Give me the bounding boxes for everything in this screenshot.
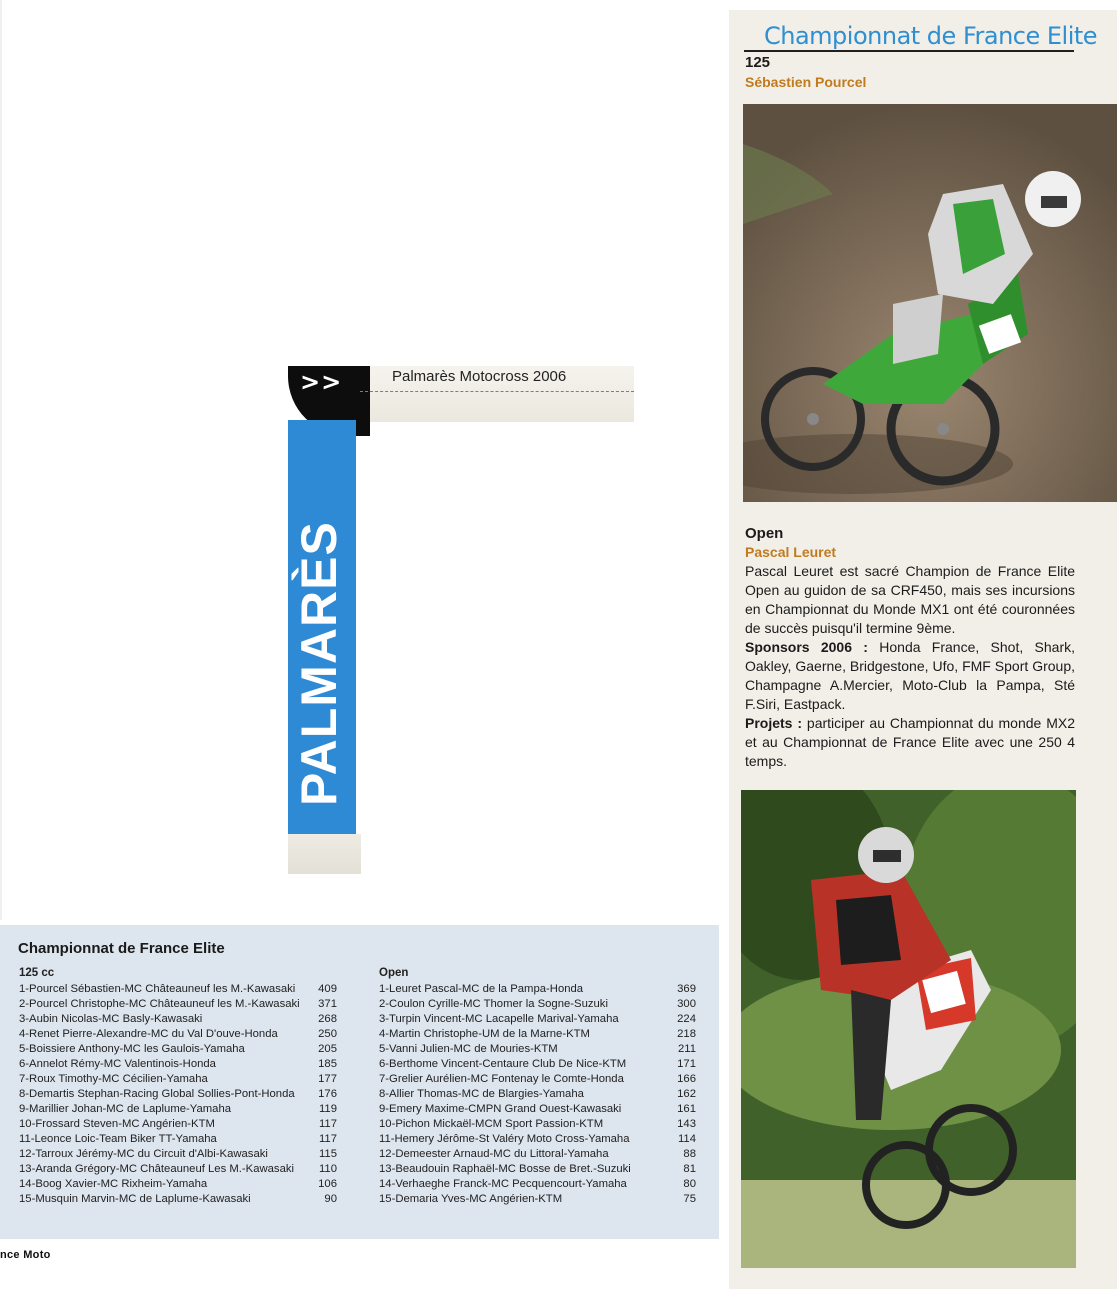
result-row: [19, 1147, 337, 1162]
page-edge: [0, 0, 2, 920]
result-rider: 11-Leonce Loic-Team Biker TT-Yamaha: [19, 1133, 217, 1145]
result-points: 117: [318, 1133, 337, 1145]
results-title: Championnat de France Elite: [18, 940, 225, 957]
title-rule: [744, 50, 1074, 52]
result-rider: 12-Tarroux Jérémy-MC du Circuit d'Albi-Kawasaki: [19, 1148, 268, 1160]
result-rider: 4-Martin Christophe-UM de la Marne-KTM: [379, 1028, 590, 1040]
result-points: 110: [318, 1163, 337, 1175]
result-points: 369: [677, 983, 696, 995]
result-row: [19, 982, 337, 997]
result-points: 80: [683, 1178, 696, 1190]
result-points: 162: [677, 1088, 696, 1100]
result-points: 143: [677, 1118, 696, 1130]
result-rider: 14-Verhaeghe Franck-MC Pecquencourt-Yamaha: [379, 1178, 627, 1190]
results-column-open: [379, 966, 696, 1207]
result-rider: 4-Renet Pierre-Alexandre-MC du Val D'ouve-Honda: [19, 1028, 278, 1040]
projets-text: participer au Championnat du monde MX2 et au Championnat de France Elite avec une 250 4 temps.: [745, 715, 1076, 769]
result-row: [19, 1177, 337, 1192]
sponsors-text: Honda France, Shot, Shark, Oakley, Gaerne, Bridgestone, Ufo, FMF Sport Group, Champagne A.Mercier, Moto-Club la Pampa, Sté F.Siri, Eastpack.: [745, 639, 1075, 712]
rider-open-name: Pascal Leuret: [745, 544, 837, 560]
result-row: [379, 1147, 696, 1162]
result-points: 409: [318, 983, 337, 995]
footer-magazine-name: nce Moto: [0, 1249, 51, 1261]
result-rider: 8-Demartis Stephan-Racing Global Sollies-Pont-Honda: [19, 1088, 295, 1100]
result-points: 119: [318, 1103, 337, 1115]
result-points: 81: [683, 1163, 696, 1175]
result-rider: 5-Boissiere Anthony-MC les Gaulois-Yamaha: [19, 1043, 245, 1055]
result-row: [379, 1132, 696, 1147]
result-rider: 13-Aranda Grégory-MC Châteauneuf Les M.-Kawasaki: [19, 1163, 295, 1175]
championship-title: Championnat de France Elite: [764, 22, 1098, 50]
sponsors-paragraph: [745, 638, 1075, 714]
result-rider: 5-Vanni Julien-MC de Mouries-KTM: [379, 1043, 558, 1055]
result-points: 211: [677, 1043, 696, 1055]
result-row: [379, 997, 696, 1012]
result-row: [19, 997, 337, 1012]
result-points: 185: [318, 1058, 337, 1070]
result-rider: 3-Aubin Nicolas-MC Basly-Kawasaki: [19, 1013, 203, 1025]
result-points: 117: [318, 1118, 337, 1130]
category-125: 125: [745, 54, 771, 71]
result-points: 115: [318, 1148, 337, 1160]
projets-label: Projets :: [745, 715, 803, 731]
result-points: 268: [318, 1013, 337, 1025]
result-row: [19, 1027, 337, 1042]
result-rider: 14-Boog Xavier-MC Rixheim-Yamaha: [19, 1178, 208, 1190]
rider-125-name: Sébastien Pourcel: [745, 74, 867, 90]
result-row: [19, 1057, 337, 1072]
result-points: 106: [318, 1178, 337, 1190]
result-rider: 1-Leuret Pascal-MC de la Pampa-Honda: [379, 983, 584, 995]
result-row: [19, 1072, 337, 1087]
result-rider: 15-Musquin Marvin-MC de Laplume-Kawasaki: [19, 1193, 251, 1205]
result-row: [379, 1087, 696, 1102]
result-row: [19, 1117, 337, 1132]
result-row: [19, 1162, 337, 1177]
result-row: [19, 1042, 337, 1057]
column-category: Open: [379, 967, 409, 979]
result-row: [19, 1102, 337, 1117]
motocross-photo-red-rider: [741, 790, 1076, 1268]
result-row: [379, 1027, 696, 1042]
column-category: 125 cc: [19, 967, 55, 979]
result-rider: 12-Demeester Arnaud-MC du Littoral-Yamaha: [379, 1148, 609, 1160]
photo-illustration: [743, 104, 1117, 502]
result-points: 371: [318, 998, 337, 1010]
palmares-subtitle: Palmarès Motocross 2006: [392, 368, 567, 385]
result-row: [379, 1162, 696, 1177]
result-points: 161: [677, 1103, 696, 1115]
result-row: [379, 1042, 696, 1057]
sponsors-label: Sponsors 2006 :: [745, 639, 868, 655]
result-row: [379, 1012, 696, 1027]
result-rider: 11-Hemery Jérôme-St Valéry Moto Cross-Yamaha: [379, 1133, 630, 1145]
result-row: [379, 1072, 696, 1087]
result-points: 166: [677, 1073, 696, 1085]
result-rider: 7-Grelier Aurélien-MC Fontenay le Comte-Honda: [379, 1073, 624, 1085]
result-rider: 9-Marillier Johan-MC de Laplume-Yamaha: [19, 1103, 232, 1115]
result-rider: 3-Turpin Vincent-MC Lacapelle Marival-Yamaha: [379, 1013, 619, 1025]
palmares-vertical-title: PALMARÈS: [291, 521, 347, 806]
result-points: 300: [677, 998, 696, 1010]
result-points: 90: [324, 1193, 337, 1205]
result-points: 205: [318, 1043, 337, 1055]
result-rider: 2-Pourcel Christophe-MC Châteauneuf les M.-Kawasaki: [19, 998, 300, 1010]
result-row: [379, 1192, 696, 1207]
photo-illustration: [741, 790, 1076, 1268]
results-column-125cc: [19, 966, 337, 1207]
result-points: 224: [677, 1013, 696, 1025]
result-row: [379, 982, 696, 997]
result-points: 114: [677, 1133, 696, 1145]
result-points: 176: [318, 1088, 337, 1100]
result-row: [379, 1102, 696, 1117]
result-rider: 10-Frossard Steven-MC Angérien-KTM: [19, 1118, 215, 1130]
result-row: [19, 1132, 337, 1147]
result-row: [379, 1117, 696, 1132]
result-rider: 6-Annelot Rémy-MC Valentinois-Honda: [19, 1058, 216, 1070]
palmares-band-foot: [288, 834, 361, 874]
motocross-photo-green-rider: [743, 104, 1117, 502]
result-points: 177: [318, 1073, 337, 1085]
result-rider: 13-Beaudouin Raphaël-MC Bosse de Bret.-Suzuki: [379, 1163, 631, 1175]
result-points: 250: [318, 1028, 337, 1040]
result-row: [379, 1057, 696, 1072]
result-rider: 15-Demaria Yves-MC Angérien-KTM: [379, 1193, 563, 1205]
open-description: Pascal Leuret est sacré Champion de France Elite Open au guidon de sa CRF450, mais ses incursions en Championnat du Monde MX1 ont été couronnées de succès puisqu'il termine 9ème.: [745, 563, 1075, 636]
result-row: [19, 1012, 337, 1027]
projets-paragraph: [745, 714, 1075, 771]
result-points: 88: [683, 1148, 696, 1160]
bottom-margin: [0, 1239, 719, 1289]
result-rider: 9-Emery Maxime-CMPN Grand Ouest-Kawasaki: [379, 1103, 622, 1115]
result-rider: 7-Roux Timothy-MC Cécilien-Yamaha: [19, 1073, 208, 1085]
result-rider: 6-Berthome Vincent-Centaure Club De Nice-KTM: [379, 1058, 627, 1070]
double-chevron-icon: >>: [300, 368, 343, 396]
result-row: [19, 1192, 337, 1207]
result-rider: 2-Coulon Cyrille-MC Thomer la Sogne-Suzuki: [379, 998, 608, 1010]
result-points: 75: [683, 1193, 696, 1205]
result-points: 218: [677, 1028, 696, 1040]
result-rider: 8-Allier Thomas-MC de Blargies-Yamaha: [379, 1088, 584, 1100]
result-rider: 1-Pourcel Sébastien-MC Châteauneuf les M.-Kawasaki: [19, 983, 296, 995]
open-rider-block: [745, 524, 1075, 771]
category-open: Open: [745, 525, 784, 542]
dashed-divider: [360, 391, 634, 392]
result-rider: 10-Pichon Mickaël-MCM Sport Passion-KTM: [379, 1118, 604, 1130]
result-row: [379, 1177, 696, 1192]
result-row: [19, 1087, 337, 1102]
result-points: 171: [677, 1058, 696, 1070]
